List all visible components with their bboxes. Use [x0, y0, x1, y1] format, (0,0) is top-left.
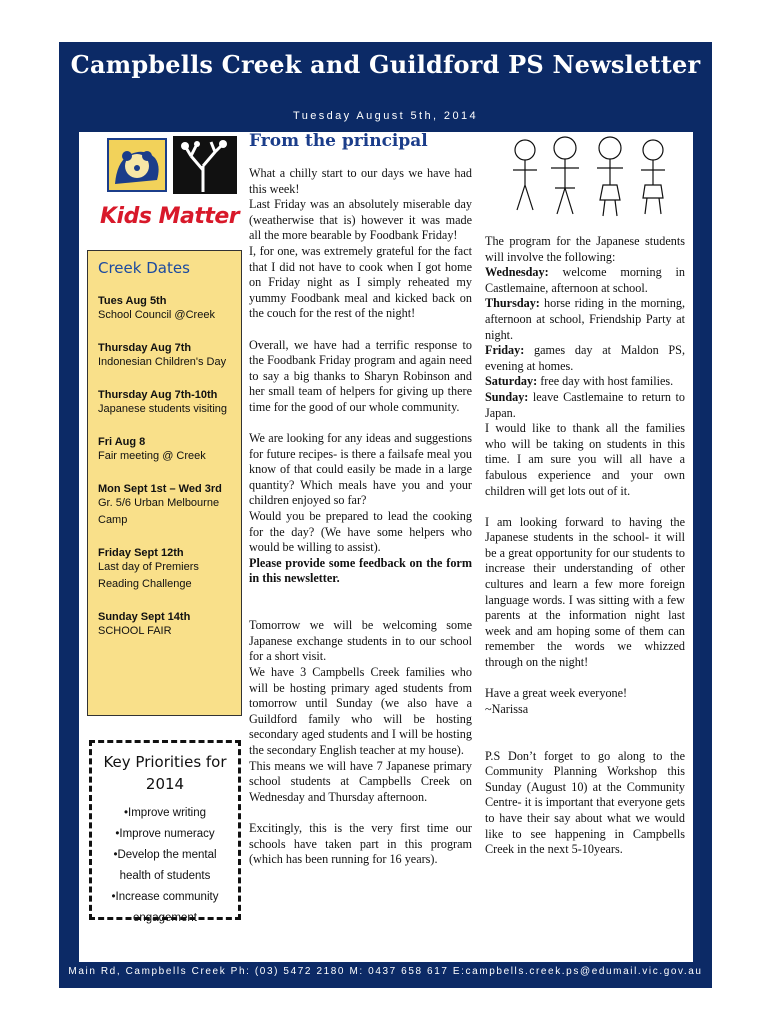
event-date: Thursday Aug 7th — [98, 342, 192, 354]
paragraph: Overall, we have had a terrific response to the Foodbank Friday program and again need to say a big thanks to Sharyn Robinson and her small team of helpers for giving up there time for the good of our whole community. — [249, 337, 472, 414]
program-day — [485, 374, 685, 390]
paragraph: We have 3 Campbells Creek families who will be hosting primary aged students from tomorrow until Sunday (we also have a Guildford family who will be hosting secondary aged students and I will be hosting the secondary English teacher at my house). — [249, 665, 472, 757]
paragraph: What a chilly start to our days we have had this week! — [249, 166, 472, 196]
paragraph-bold: Please provide some feedback on the form in this newsletter. — [249, 555, 472, 586]
day-text: horse riding in the morning, afternoon at school, Friendship Party at night. — [485, 296, 685, 342]
paragraph: Tomorrow we will be welcoming some Japanese exchange students in to our school for a short visit. — [249, 618, 472, 664]
principal-column — [249, 166, 472, 868]
event-item — [98, 389, 231, 418]
event-date: Thursday Aug 7th-10th — [98, 389, 218, 401]
event-date: Mon Sept 1st – Wed 3rd — [98, 483, 222, 495]
event-date: Fri Aug 8 — [98, 436, 146, 448]
event-date: Friday Sept 12th — [98, 547, 184, 559]
postscript: P.S Don’t forget to go along to the Community Planning Workshop this Sunday (August 10) at the Community Centre- it is important that everyone gets to have their say about what we would like to see happening in Campbells Creek in the next 5-10years. — [485, 748, 685, 857]
event-date: Tues Aug 5th — [98, 295, 167, 307]
day-label: Friday: — [485, 343, 525, 358]
day-text: leave Castlemaine to return to Japan. — [485, 389, 685, 420]
tree-logo — [173, 136, 237, 194]
day-label: Wednesday: — [485, 265, 549, 280]
key-priorities-title: Key Priorities for 2014 — [103, 753, 227, 793]
event-desc: Fair meeting @ Creek — [98, 450, 206, 462]
paragraph: Would you be prepared to lead the cooking for the day? (We have some helpers who would be willing to assist). — [249, 509, 472, 555]
event-item — [98, 342, 231, 371]
program-day — [485, 343, 685, 374]
event-item — [98, 483, 231, 529]
children-drawing-icon — [505, 130, 675, 220]
program-day — [485, 296, 685, 343]
school-logo — [107, 138, 167, 192]
creek-dates-panel — [87, 250, 242, 716]
key-priorities-box — [89, 740, 241, 924]
event-item — [98, 611, 231, 640]
event-desc: SCHOOL FAIR — [98, 625, 172, 637]
issue-date: Tuesday August 5th, 2014 — [292, 110, 478, 122]
koala-logo-icon — [109, 140, 165, 190]
signature: ~Narissa — [485, 701, 529, 716]
paragraph: We are looking for any ideas and suggestions for future recipes- is there a failsafe meal you know of that could easily be made in a large quantity? Which meals have you and your children enjoyed so far? — [249, 431, 472, 508]
event-item — [98, 547, 231, 593]
event-desc: Indonesian Children's Day — [98, 356, 227, 368]
priorities-list — [98, 803, 232, 929]
paragraph: I would like to thank all the families who will be taking on students in this time. I am sure you will all have a fabulous experience and your own children will get lots out of it. — [485, 421, 685, 498]
signoff: Have a great week everyone! — [485, 686, 628, 701]
creek-dates-title: Creek Dates — [98, 259, 190, 277]
day-text: free day with host families. — [537, 374, 674, 389]
program-intro: The program for the Japanese students will involve the following: — [485, 234, 685, 264]
program-column — [485, 234, 685, 858]
tree-icon — [173, 136, 237, 194]
day-label: Saturday: — [485, 374, 538, 389]
priority-item: •Improve numeracy — [115, 828, 215, 840]
kids-matter-logo: Kids Matter — [100, 204, 240, 229]
principal-heading: From the principal — [249, 131, 428, 151]
paragraph: Last Friday was an absolutely miserable day (weatherwise that is) however it was made all the more bearable by Foodbank Friday! — [249, 197, 472, 243]
contact-footer: Main Rd, Campbells Creek Ph: (03) 5472 2180 M: 0437 658 617 E:campbells.creek.ps@edumail.vic.gov.au — [68, 966, 703, 977]
newsletter-title: Campbells Creek and Guildford PS Newsletter — [70, 50, 701, 79]
program-day — [485, 390, 685, 421]
event-item — [98, 295, 231, 324]
event-desc: Gr. 5/6 Urban Melbourne Camp — [98, 497, 220, 526]
event-desc: School Council @Creek — [98, 309, 215, 321]
priority-item: •Improve writing — [124, 807, 206, 819]
event-desc: Last day of Premiers Reading Challenge — [98, 561, 199, 590]
day-text: games day at Maldon PS, evening at homes. — [485, 343, 685, 373]
paragraph: Excitingly, this is the very first time our schools have taken part in this program (which has been running for 16 years). — [249, 820, 472, 867]
event-item — [98, 436, 231, 465]
day-label: Sunday: — [485, 389, 529, 404]
paragraph: This means we will have 7 Japanese primary school students at Campbells Creek on Wednesday and Thursday afternoon. — [249, 758, 472, 804]
priority-item: •Increase community engagement — [111, 891, 219, 924]
event-date: Sunday Sept 14th — [98, 611, 191, 623]
priority-item: •Develop the mental health of students — [113, 849, 217, 882]
paragraph: I, for one, was extremely grateful for the fact that I did not have to cook when I got home on Friday night as I simply reheated my yummy Foodbank meal and kicked back on the couch for the rest of the night! — [249, 243, 472, 321]
program-day — [485, 265, 685, 296]
day-text: welcome morning in Castlemaine, afternoon at school. — [485, 265, 685, 295]
event-desc: Japanese students visiting — [98, 403, 228, 415]
day-label: Thursday: — [485, 296, 540, 311]
paragraph: I am looking forward to having the Japanese students in the school- it will be a great opportunity for our students to increase their understanding of other cultures and learn a few more foreign language words. I was sitting with a few parents at the information night last week and am hoping some of them can remember the words we whizzed through on the night! — [485, 514, 685, 670]
